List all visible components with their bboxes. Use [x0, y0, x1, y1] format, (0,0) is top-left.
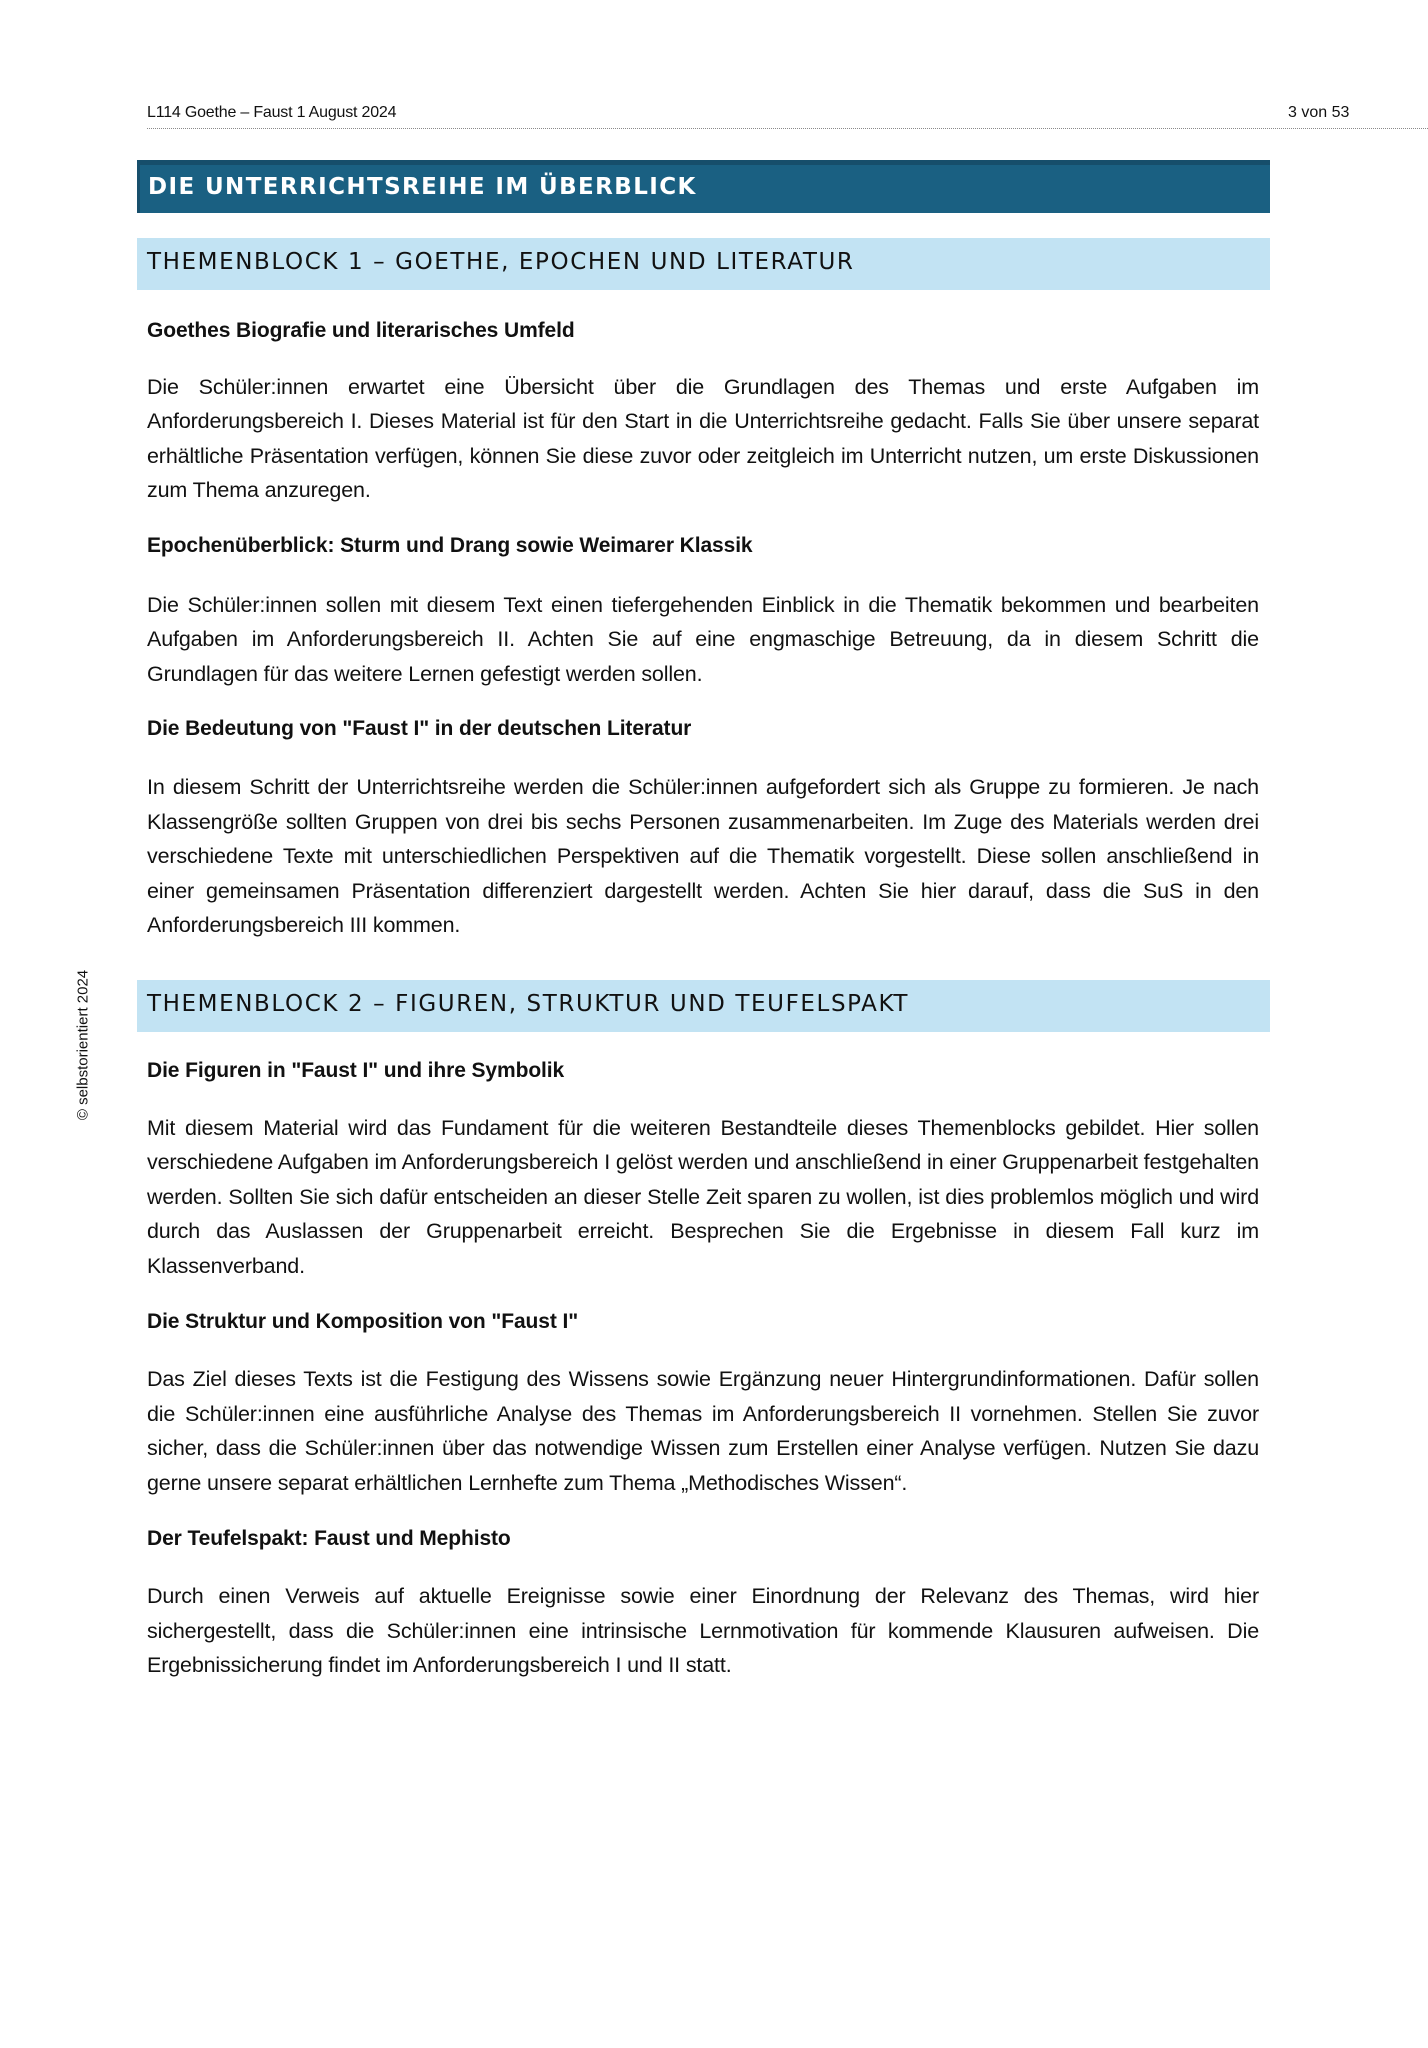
- themenblock-2-banner: [137, 980, 1270, 1032]
- document-title: L114 Goethe – Faust 1 August 2024: [147, 104, 397, 121]
- themenblock-2-content: [147, 1054, 1259, 1683]
- themenblock-1-content: [147, 314, 1259, 943]
- copyright-note: © selbstorientiert 2024: [74, 969, 92, 1121]
- section-heading: Die Figuren in "Faust I" und ihre Symbolik: [147, 1059, 565, 1082]
- section-heading: Die Struktur und Komposition von "Faust I": [147, 1309, 579, 1333]
- page-header: [147, 100, 1428, 129]
- section-text: Das Ziel dieses Texts ist die Festigung des Wissens sowie Ergänzung neuer Hintergrundinformationen. Dafür sollen die Schüler:innen eine ausführliche Analyse des Themas im Anforderungsbereich II vornehmen. Stellen Sie zuvor sicher, dass die Schüler:innen über das notwendige Wissen zum Erstellen einer Analyse verfügen. Nutzen Sie dazu gerne unsere separat erhältlichen Lernhefte zum Thema „Methodisches Wissen“.: [147, 1367, 1259, 1495]
- themenblock-1-banner: [137, 238, 1270, 290]
- section-heading: Goethes Biografie und literarisches Umfeld: [147, 319, 575, 342]
- main-title: DIE UNTERRICHTSREIHE IM ÜBERBLICK: [148, 174, 697, 200]
- section-text: Durch einen Verweis auf aktuelle Ereignisse sowie einer Einordnung der Relevanz des Themas, wird hier sichergestellt, dass die Schüler:innen eine intrinsische Lernmotivation für kommende Klausuren aufweisen. Die Ergebnissicherung findet im Anforderungsbereich I und II statt.: [147, 1584, 1259, 1678]
- themenblock-2-title: THEMENBLOCK 2 – FIGUREN, STRUKTUR UND TEUFELSPAKT: [147, 991, 910, 1017]
- section-heading: Die Bedeutung von "Faust I" in der deutschen Literatur: [147, 717, 692, 741]
- section-text: Die Schüler:innen sollen mit diesem Text einen tiefergehenden Einblick in die Thematik bekommen und bearbeiten Aufgaben im Anforderungsbereich II. Achten Sie auf eine engmaschige Betreuung, da in diesem Schritt die Grundlagen für das weitere Lernen gefestigt werden sollen.: [147, 592, 1259, 686]
- section-heading: Der Teufelspakt: Faust und Mephisto: [147, 1526, 511, 1550]
- page-indicator: 3 von 53: [1288, 104, 1350, 121]
- section-text: Die Schüler:innen erwartet eine Übersicht über die Grundlagen des Themas und erste Aufgaben im Anforderungsbereich I. Dieses Material ist für den Start in die Unterrichtsreihe gedacht. Falls Sie über unsere separat erhältliche Präsentation verfügen, können Sie diese zuvor oder zeitgleich im Unterricht nutzen, um erste Diskussionen zum Thema anzuregen.: [147, 374, 1259, 503]
- main-title-banner: [137, 160, 1270, 213]
- section-heading: Epochenüberblick: Sturm und Drang sowie Weimarer Klassik: [147, 533, 753, 557]
- section-text: Mit diesem Material wird das Fundament für die weiteren Bestandteile dieses Themenblocks gebildet. Hier sollen verschiedene Aufgaben im Anforderungsbereich I gelöst werden und anschließend in einer Gruppenarbeit festgehalten werden. Sollten Sie sich dafür entscheiden an dieser Stelle Zeit sparen zu wollen, ist dies problemlos möglich und wird durch das Auslassen der Gruppenarbeit erreicht. Besprechen Sie die Ergebnisse in diesem Fall kurz im Klassenverband.: [147, 1115, 1259, 1278]
- section-text: In diesem Schritt der Unterrichtsreihe werden die Schüler:innen aufgefordert sich als Gruppe zu formieren. Je nach Klassengröße sollten Gruppen von drei bis sechs Personen zusammenarbeiten. Im Zuge des Materials werden drei verschiedene Texte mit unterschiedlichen Perspektiven auf die Thematik vorgestellt. Diese sollen anschließend in einer gemeinsamen Präsentation differenziert dargestellt werden. Achten Sie hier darauf, dass die SuS in den Anforderungsbereich III kommen.: [147, 774, 1259, 938]
- themenblock-1-title: THEMENBLOCK 1 – GOETHE, EPOCHEN UND LITERATUR: [147, 249, 855, 275]
